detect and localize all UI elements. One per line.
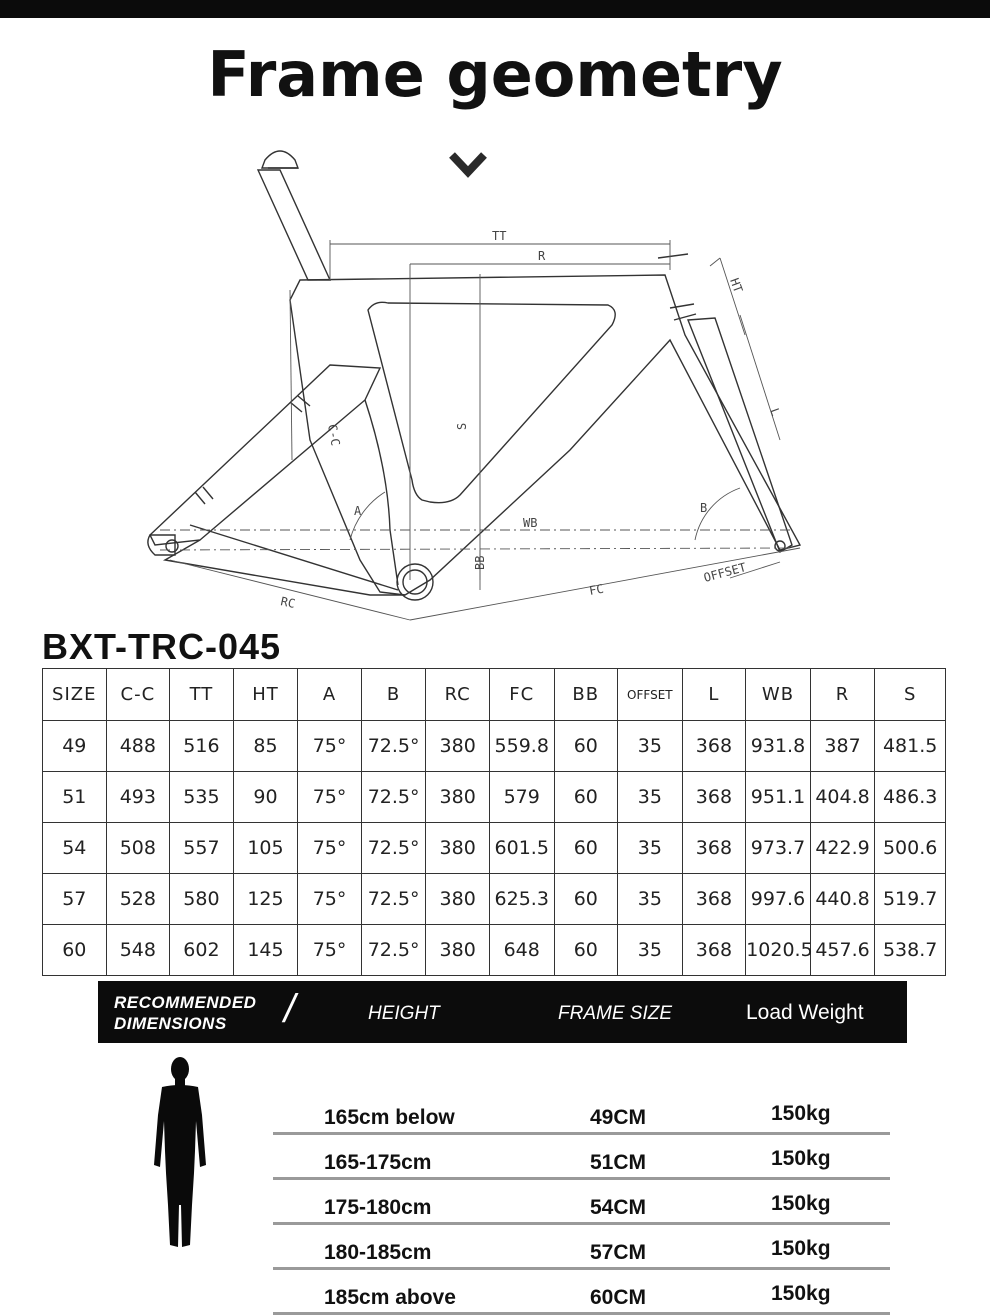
table-cell: 493 <box>106 772 170 823</box>
table-cell: 60 <box>554 721 618 772</box>
label-offset: OFFSET <box>702 560 748 585</box>
height-value: 165cm below <box>324 1106 455 1129</box>
table-header-offset: OFFSET <box>618 669 683 721</box>
table-cell: 35 <box>618 823 683 874</box>
table-cell: 72.5° <box>361 874 426 925</box>
geometry-table <box>42 668 946 976</box>
table-cell: 145 <box>233 925 298 976</box>
label-tt: TT <box>492 229 507 243</box>
slash-divider: / <box>284 987 296 1031</box>
table-row <box>43 823 946 874</box>
table-cell: 486.3 <box>875 772 946 823</box>
height-value: 180-185cm <box>324 1241 432 1264</box>
table-row <box>43 721 946 772</box>
table-cell: 951.1 <box>746 772 811 823</box>
recommended-rows <box>273 1090 890 1315</box>
frame-size-value: 54CM <box>590 1196 647 1219</box>
frame-diagram <box>140 140 820 640</box>
frame-size-value: 49CM <box>590 1106 647 1129</box>
table-row <box>43 772 946 823</box>
person-silhouette-icon <box>140 1055 220 1255</box>
table-cell: 528 <box>106 874 170 925</box>
recommended-label <box>114 992 256 1034</box>
table-cell: 580 <box>170 874 234 925</box>
label-r: R <box>538 249 546 263</box>
table-cell: 380 <box>426 772 490 823</box>
table-cell: 380 <box>426 823 490 874</box>
table-cell: 380 <box>426 925 490 976</box>
table-cell: 60 <box>554 823 618 874</box>
page-title: Frame geometry <box>207 38 783 111</box>
table-cell: 60 <box>554 925 618 976</box>
height-value: 175-180cm <box>324 1196 432 1219</box>
table-header-tt: TT <box>170 669 234 721</box>
table-cell: 75° <box>298 721 362 772</box>
table-header-row <box>43 669 946 721</box>
recommended-label-line2: DIMENSIONS <box>114 1014 227 1033</box>
table-cell: 72.5° <box>361 925 426 976</box>
table-body <box>43 721 946 976</box>
table-header-fc: FC <box>489 669 554 721</box>
table-cell: 387 <box>810 721 875 772</box>
table-row <box>43 874 946 925</box>
model-name: BXT-TRC-045 <box>42 626 282 667</box>
height-value: 165-175cm <box>324 1151 432 1174</box>
table-cell: 380 <box>426 721 490 772</box>
table-cell: 380 <box>426 874 490 925</box>
table-cell: 35 <box>618 874 683 925</box>
table-cell: 125 <box>233 874 298 925</box>
table-cell: 35 <box>618 721 683 772</box>
load-weight-value: 150kg <box>771 1282 831 1305</box>
table-header-s: S <box>875 669 946 721</box>
table-cell: 368 <box>682 925 746 976</box>
label-cc: C-C <box>325 423 343 447</box>
list-item <box>273 1225 890 1270</box>
label-a: A <box>354 504 362 518</box>
list-item <box>273 1135 890 1180</box>
table-cell: 601.5 <box>489 823 554 874</box>
table-header-c-c: C-C <box>106 669 170 721</box>
label-s: S <box>455 422 469 430</box>
top-bar <box>0 0 990 18</box>
table-cell: 519.7 <box>875 874 946 925</box>
table-cell: 49 <box>43 721 107 772</box>
table-cell: 422.9 <box>810 823 875 874</box>
load-weight-value: 150kg <box>771 1102 831 1125</box>
table-cell: 60 <box>43 925 107 976</box>
frame-size-value: 57CM <box>590 1241 647 1264</box>
table-cell: 368 <box>682 823 746 874</box>
table-cell: 368 <box>682 721 746 772</box>
table-header-r: R <box>810 669 875 721</box>
recommended-dimensions-bar <box>98 981 907 1043</box>
table-header-size: SIZE <box>43 669 107 721</box>
table-cell: 51 <box>43 772 107 823</box>
table-cell: 72.5° <box>361 721 426 772</box>
table-cell: 1020.5 <box>746 925 811 976</box>
height-value: 185cm above <box>324 1286 456 1309</box>
table-header-ht: HT <box>233 669 298 721</box>
load-weight-value: 150kg <box>771 1147 831 1170</box>
recommended-label-line1: RECOMMENDED <box>114 993 257 1012</box>
table-cell: 488 <box>106 721 170 772</box>
table-header-rc: RC <box>426 669 490 721</box>
table-cell: 57 <box>43 874 107 925</box>
label-b: B <box>700 501 708 515</box>
column-load-weight: Load Weight <box>746 1001 864 1024</box>
table-cell: 508 <box>106 823 170 874</box>
list-item <box>273 1270 890 1315</box>
table-cell: 548 <box>106 925 170 976</box>
label-l: L <box>767 406 783 418</box>
table-cell: 538.7 <box>875 925 946 976</box>
table-cell: 481.5 <box>875 721 946 772</box>
column-frame-size: FRAME SIZE <box>558 1003 673 1024</box>
label-bb: BB <box>473 555 487 570</box>
table-cell: 931.8 <box>746 721 811 772</box>
table-cell: 72.5° <box>361 772 426 823</box>
load-weight-value: 150kg <box>771 1237 831 1260</box>
table-cell: 368 <box>682 772 746 823</box>
list-item <box>273 1090 890 1135</box>
table-cell: 648 <box>489 925 554 976</box>
table-cell: 579 <box>489 772 554 823</box>
table-header-wb: WB <box>746 669 811 721</box>
table-cell: 516 <box>170 721 234 772</box>
table-cell: 457.6 <box>810 925 875 976</box>
table-cell: 35 <box>618 772 683 823</box>
load-weight-value: 150kg <box>771 1192 831 1215</box>
label-rc: RC <box>279 594 297 611</box>
table-cell: 90 <box>233 772 298 823</box>
table-cell: 440.8 <box>810 874 875 925</box>
table-cell: 54 <box>43 823 107 874</box>
table-cell: 35 <box>618 925 683 976</box>
table-cell: 559.8 <box>489 721 554 772</box>
frame-size-value: 60CM <box>590 1286 647 1309</box>
table-cell: 404.8 <box>810 772 875 823</box>
table-header-bb: BB <box>554 669 618 721</box>
table-cell: 60 <box>554 772 618 823</box>
table-cell: 368 <box>682 874 746 925</box>
table-cell: 75° <box>298 823 362 874</box>
table-header-a: A <box>298 669 362 721</box>
table-header-l: L <box>682 669 746 721</box>
table-cell: 60 <box>554 874 618 925</box>
label-fc: FC <box>588 581 605 598</box>
table-cell: 557 <box>170 823 234 874</box>
table-cell: 997.6 <box>746 874 811 925</box>
label-wb: WB <box>523 516 538 530</box>
table-cell: 75° <box>298 874 362 925</box>
label-ht: HT <box>727 276 746 295</box>
list-item <box>273 1180 890 1225</box>
table-cell: 625.3 <box>489 874 554 925</box>
table-cell: 75° <box>298 772 362 823</box>
frame-size-value: 51CM <box>590 1151 647 1174</box>
table-cell: 500.6 <box>875 823 946 874</box>
table-cell: 72.5° <box>361 823 426 874</box>
table-cell: 85 <box>233 721 298 772</box>
table-cell: 75° <box>298 925 362 976</box>
table-cell: 535 <box>170 772 234 823</box>
table-cell: 973.7 <box>746 823 811 874</box>
table-header-b: B <box>361 669 426 721</box>
table-cell: 602 <box>170 925 234 976</box>
table-cell: 105 <box>233 823 298 874</box>
column-height: HEIGHT <box>368 1003 440 1024</box>
table-row <box>43 925 946 976</box>
